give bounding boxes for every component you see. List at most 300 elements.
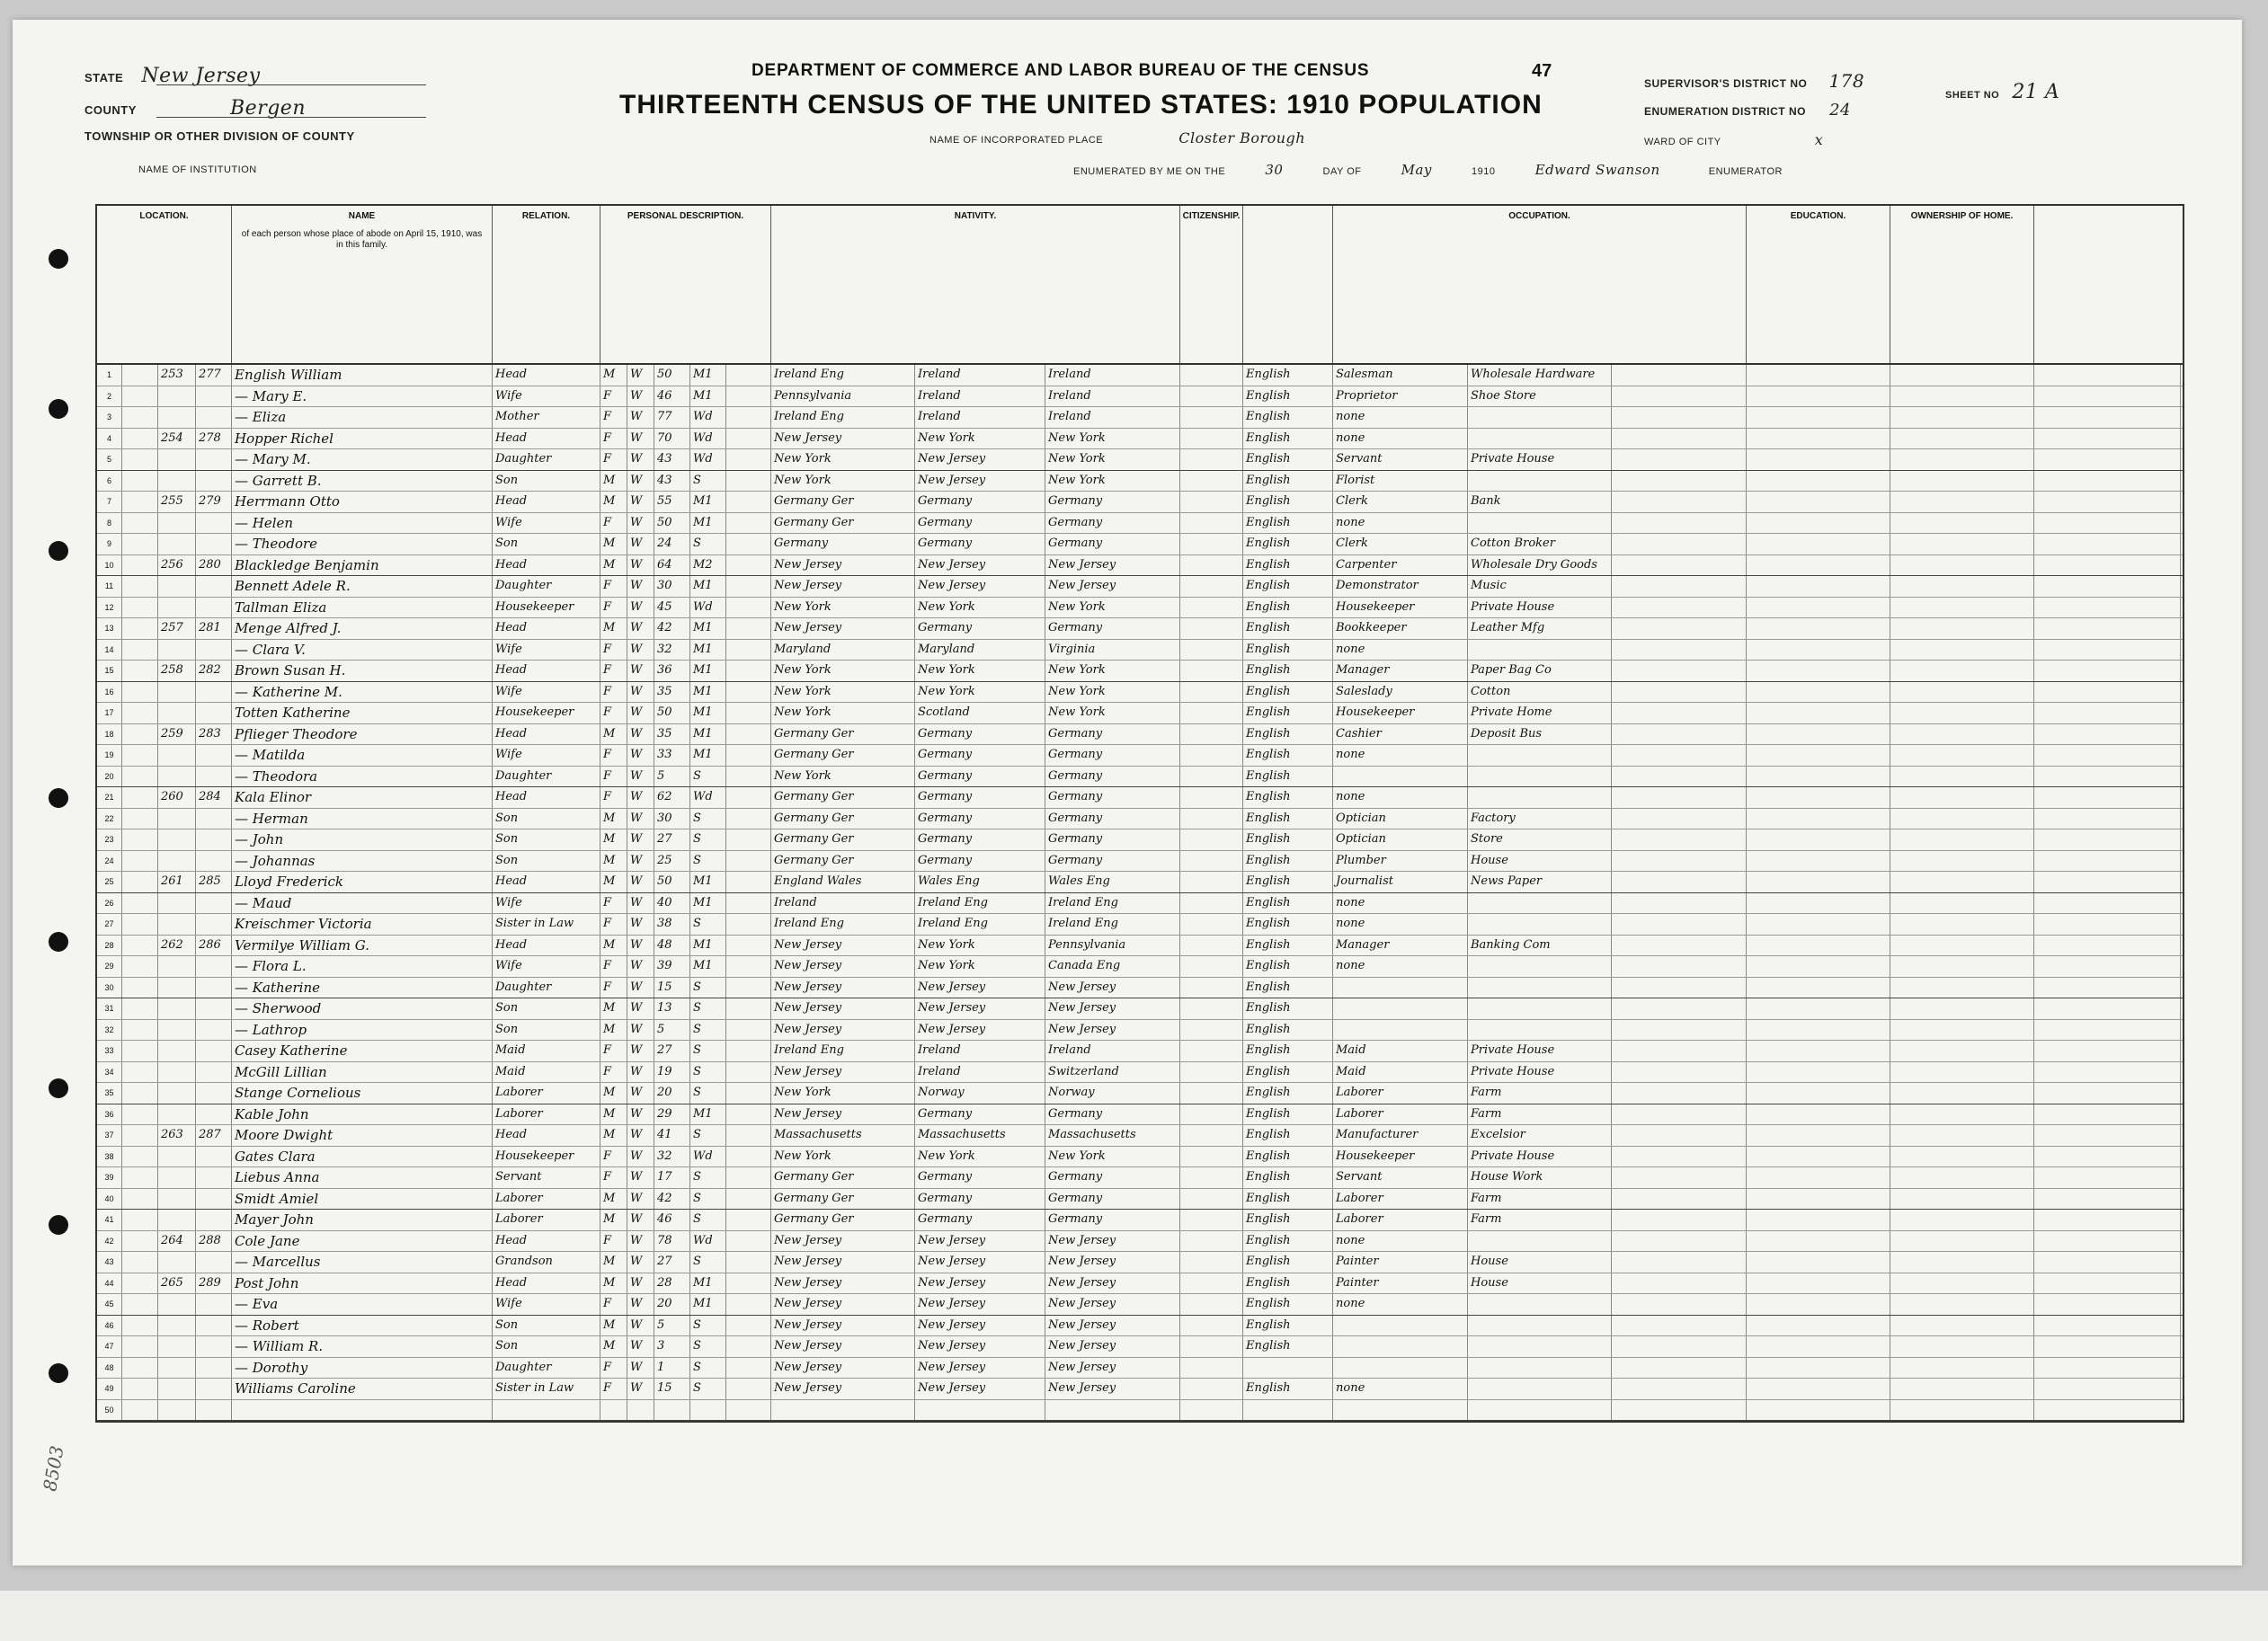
citizenship-cell (1180, 809, 1243, 829)
birthplace-cell: New York (771, 1147, 915, 1167)
dwelling-number: 255 (158, 492, 196, 512)
birthplace-cell: Germany Ger (771, 851, 915, 872)
industry-cell (1468, 1379, 1612, 1399)
table-row (97, 1252, 2183, 1273)
line-number: 30 (97, 978, 122, 998)
employment-cell (1612, 661, 1747, 681)
father-birthplace-cell: New York (915, 598, 1045, 618)
table-row (97, 618, 2183, 640)
blank-cell (726, 1167, 771, 1188)
relation-cell: Daughter (493, 767, 600, 787)
birthplace-cell: Germany Ger (771, 513, 915, 534)
misc-cell (2034, 1020, 2181, 1041)
occupation-cell: none (1333, 429, 1468, 449)
occupation-cell: none (1333, 787, 1468, 808)
industry-cell: Private House (1468, 1147, 1612, 1167)
misc-cell (2034, 429, 2181, 449)
table-row (97, 1273, 2183, 1295)
family-number (196, 386, 232, 407)
family-number (196, 534, 232, 554)
relation-cell: Wife (493, 1294, 600, 1315)
family-number (196, 1147, 232, 1167)
language-cell: English (1243, 534, 1333, 554)
dwelling-number (158, 1083, 196, 1104)
street-cell (122, 978, 158, 998)
name-cell: Blackledge Benjamin (232, 555, 493, 576)
name-cell: — Mary E. (232, 386, 493, 407)
mother-birthplace-cell (1045, 1400, 1180, 1421)
mother-birthplace-cell: New Jersey (1045, 1336, 1180, 1357)
marital-cell: M1 (690, 1104, 726, 1125)
table-row (97, 1189, 2183, 1211)
ownership-cell (1890, 745, 2034, 766)
employment-cell (1612, 703, 1747, 723)
state-value: New Jersey (141, 65, 261, 87)
industry-cell (1468, 956, 1612, 977)
sex-cell: M (600, 1210, 627, 1230)
citizenship-cell (1180, 1104, 1243, 1125)
citizenship-cell (1180, 893, 1243, 914)
relation-cell: Head (493, 492, 600, 512)
mother-birthplace-cell: Ireland (1045, 365, 1180, 386)
employment-cell (1612, 471, 1747, 492)
sex-cell: M (600, 1336, 627, 1357)
binder-hole (49, 932, 68, 952)
relation-cell: Wife (493, 640, 600, 661)
citizenship-cell (1180, 1125, 1243, 1146)
citizenship-cell (1180, 618, 1243, 639)
marital-cell: M1 (690, 893, 726, 914)
language-cell: English (1243, 1294, 1333, 1315)
father-birthplace-cell: New York (915, 1147, 1045, 1167)
ownership-cell (1890, 492, 2034, 512)
binder-hole (49, 1078, 68, 1098)
father-birthplace-cell: Wales Eng (915, 872, 1045, 892)
race-cell: W (627, 1316, 654, 1336)
mother-birthplace-cell: Germany (1045, 1210, 1180, 1230)
relation-cell: Housekeeper (493, 598, 600, 618)
marital-cell: M1 (690, 724, 726, 745)
citizenship-cell (1180, 555, 1243, 576)
age-cell: 42 (654, 618, 690, 639)
street-cell (122, 872, 158, 892)
employment-cell (1612, 1189, 1747, 1210)
race-cell: W (627, 724, 654, 745)
industry-cell (1468, 471, 1612, 492)
family-number (196, 1062, 232, 1083)
sex-cell: M (600, 936, 627, 956)
blank-cell (726, 661, 771, 681)
employment-cell (1612, 956, 1747, 977)
blank-cell (726, 893, 771, 914)
institution-label: NAME OF INSTITUTION (138, 164, 257, 175)
employment-cell (1612, 809, 1747, 829)
dwelling-number (158, 1358, 196, 1379)
institution-line (138, 162, 257, 175)
blank-cell (726, 598, 771, 618)
marital-cell (690, 1400, 726, 1421)
table-body (97, 365, 2183, 1421)
birthplace-cell: Germany Ger (771, 829, 915, 850)
relation-cell: Daughter (493, 449, 600, 470)
sex-cell: F (600, 767, 627, 787)
ownership-cell (1890, 471, 2034, 492)
education-cell (1747, 449, 1890, 470)
occupation-cell: Demonstrator (1333, 576, 1468, 597)
age-cell: 77 (654, 407, 690, 428)
industry-cell (1468, 640, 1612, 661)
blank-cell (726, 555, 771, 576)
father-birthplace-cell: Ireland Eng (915, 893, 1045, 914)
age-cell: 30 (654, 576, 690, 597)
ownership-cell (1890, 787, 2034, 808)
language-cell: English (1243, 703, 1333, 723)
relation-cell: Sister in Law (493, 1379, 600, 1399)
mother-birthplace-cell: New York (1045, 703, 1180, 723)
dwelling-number (158, 449, 196, 470)
blank-cell (726, 809, 771, 829)
marital-cell: S (690, 767, 726, 787)
table-row (97, 1316, 2183, 1337)
misc-cell (2034, 407, 2181, 428)
occupation-cell: Laborer (1333, 1083, 1468, 1104)
occupation-cell: Salesman (1333, 365, 1468, 386)
employment-cell (1612, 829, 1747, 850)
citizenship-cell (1180, 576, 1243, 597)
name-cell: Lloyd Frederick (232, 872, 493, 892)
age-cell: 13 (654, 998, 690, 1019)
race-cell: W (627, 1210, 654, 1230)
birthplace-cell: New York (771, 598, 915, 618)
dwelling-number (158, 1104, 196, 1125)
table-row (97, 365, 2183, 386)
blank-cell (726, 1083, 771, 1104)
family-number (196, 1210, 232, 1230)
table-row (97, 745, 2183, 767)
marital-cell: S (690, 1210, 726, 1230)
table-row (97, 1358, 2183, 1379)
name-cell: Williams Caroline (232, 1379, 493, 1399)
race-cell: W (627, 893, 654, 914)
age-cell: 28 (654, 1273, 690, 1294)
misc-cell (2034, 829, 2181, 850)
age-cell: 5 (654, 767, 690, 787)
relation-cell: Wife (493, 745, 600, 766)
industry-cell: House (1468, 1252, 1612, 1273)
line-number: 7 (97, 492, 122, 512)
citizenship-cell (1180, 1041, 1243, 1061)
citizenship-cell (1180, 829, 1243, 850)
father-birthplace-cell: New Jersey (915, 555, 1045, 576)
employment-cell (1612, 1294, 1747, 1315)
industry-cell: Deposit Bus (1468, 724, 1612, 745)
age-cell: 46 (654, 386, 690, 407)
marital-cell: M1 (690, 936, 726, 956)
misc-cell (2034, 1379, 2181, 1399)
relation-cell: Head (493, 872, 600, 892)
race-cell: W (627, 429, 654, 449)
education-cell (1747, 598, 1890, 618)
birthplace-cell: New Jersey (771, 1379, 915, 1399)
ownership-cell (1890, 1210, 2034, 1230)
employment-cell (1612, 534, 1747, 554)
industry-cell: Paper Bag Co (1468, 661, 1612, 681)
marital-cell: M1 (690, 703, 726, 723)
employment-cell (1612, 576, 1747, 597)
education-cell (1747, 829, 1890, 850)
relation-cell: Head (493, 429, 600, 449)
family-number (196, 640, 232, 661)
mother-birthplace-cell: New York (1045, 429, 1180, 449)
enumerator-label: ENUMERATOR (1708, 166, 1783, 177)
citizenship-cell (1180, 1294, 1243, 1315)
sex-cell: F (600, 1379, 627, 1399)
age-cell: 3 (654, 1336, 690, 1357)
dwelling-number (158, 640, 196, 661)
misc-cell (2034, 851, 2181, 872)
birthplace-cell: New Jersey (771, 1104, 915, 1125)
language-cell: English (1243, 429, 1333, 449)
col-location: LOCATION. (97, 206, 232, 363)
table-row (97, 1167, 2183, 1189)
street-cell (122, 1273, 158, 1294)
occupation-cell: Clerk (1333, 492, 1468, 512)
industry-cell (1468, 998, 1612, 1019)
ownership-cell (1890, 661, 2034, 681)
name-cell: — Flora L. (232, 956, 493, 977)
age-cell: 20 (654, 1083, 690, 1104)
misc-cell (2034, 1083, 2181, 1104)
employment-cell (1612, 893, 1747, 914)
dwelling-number (158, 1189, 196, 1210)
table-row (97, 767, 2183, 788)
sex-cell: F (600, 1358, 627, 1379)
race-cell: W (627, 809, 654, 829)
name-cell: Post John (232, 1273, 493, 1294)
misc-cell (2034, 576, 2181, 597)
citizenship-cell (1180, 534, 1243, 554)
blank-cell (726, 407, 771, 428)
street-cell (122, 640, 158, 661)
marital-cell: Wd (690, 598, 726, 618)
marital-cell: S (690, 1062, 726, 1083)
industry-cell (1468, 914, 1612, 935)
employment-cell (1612, 492, 1747, 512)
table-row (97, 703, 2183, 724)
father-birthplace-cell: Germany (915, 787, 1045, 808)
ownership-cell (1890, 449, 2034, 470)
industry-cell: Factory (1468, 809, 1612, 829)
enumeration-line (1644, 101, 1851, 120)
language-cell: English (1243, 407, 1333, 428)
name-cell: — Sherwood (232, 998, 493, 1019)
age-cell: 55 (654, 492, 690, 512)
occupation-cell: Laborer (1333, 1104, 1468, 1125)
employment-cell (1612, 1231, 1747, 1252)
education-cell (1747, 767, 1890, 787)
marital-cell: M1 (690, 640, 726, 661)
line-number: 35 (97, 1083, 122, 1104)
employment-cell (1612, 1147, 1747, 1167)
line-number: 6 (97, 471, 122, 492)
birthplace-cell: New York (771, 767, 915, 787)
birthplace-cell: New York (771, 682, 915, 703)
birthplace-cell: Ireland Eng (771, 407, 915, 428)
line-number: 16 (97, 682, 122, 703)
ownership-cell (1890, 1316, 2034, 1336)
family-number (196, 829, 232, 850)
birthplace-cell: New Jersey (771, 1020, 915, 1041)
blank-cell (726, 703, 771, 723)
education-cell (1747, 1125, 1890, 1146)
family-number (196, 809, 232, 829)
education-cell (1747, 1167, 1890, 1188)
blank-cell (726, 1294, 771, 1315)
mother-birthplace-cell: Germany (1045, 745, 1180, 766)
ownership-cell (1890, 555, 2034, 576)
ownership-cell (1890, 1041, 2034, 1061)
education-cell (1747, 386, 1890, 407)
race-cell: W (627, 407, 654, 428)
line-number: 36 (97, 1104, 122, 1125)
street-cell (122, 1231, 158, 1252)
relation-cell: Head (493, 365, 600, 386)
misc-cell (2034, 555, 2181, 576)
age-cell: 50 (654, 365, 690, 386)
language-cell: English (1243, 1147, 1333, 1167)
dwelling-number (158, 956, 196, 977)
sex-cell: F (600, 978, 627, 998)
name-cell: — Mary M. (232, 449, 493, 470)
age-cell: 19 (654, 1062, 690, 1083)
line-number: 44 (97, 1273, 122, 1294)
col-personal: PERSONAL DESCRIPTION. (600, 206, 771, 363)
race-cell: W (627, 555, 654, 576)
industry-cell: Private House (1468, 449, 1612, 470)
relation-cell: Wife (493, 893, 600, 914)
line-number: 4 (97, 429, 122, 449)
family-number (196, 1336, 232, 1357)
line-number: 38 (97, 1147, 122, 1167)
education-cell (1747, 1294, 1890, 1315)
age-cell: 40 (654, 893, 690, 914)
blank-cell (726, 1358, 771, 1379)
ownership-cell (1890, 598, 2034, 618)
language-cell: English (1243, 661, 1333, 681)
line-number: 34 (97, 1062, 122, 1083)
occupation-cell: Servant (1333, 1167, 1468, 1188)
mother-birthplace-cell: Germany (1045, 1189, 1180, 1210)
occupation-cell: Laborer (1333, 1189, 1468, 1210)
industry-cell: Private House (1468, 598, 1612, 618)
mother-birthplace-cell: Germany (1045, 618, 1180, 639)
family-number (196, 703, 232, 723)
education-cell (1747, 1062, 1890, 1083)
marital-cell: M1 (690, 745, 726, 766)
father-birthplace-cell: New Jersey (915, 1336, 1045, 1357)
line-number: 46 (97, 1316, 122, 1336)
education-cell (1747, 872, 1890, 892)
language-cell: English (1243, 1379, 1333, 1399)
ownership-cell (1890, 386, 2034, 407)
citizenship-cell (1180, 1020, 1243, 1041)
ownership-cell (1890, 829, 2034, 850)
table-row (97, 640, 2183, 661)
citizenship-cell (1180, 1147, 1243, 1167)
father-birthplace-cell: Norway (915, 1083, 1045, 1104)
occupation-cell (1333, 998, 1468, 1019)
education-cell (1747, 851, 1890, 872)
race-cell: W (627, 365, 654, 386)
industry-cell: Farm (1468, 1189, 1612, 1210)
father-birthplace-cell: Ireland (915, 1041, 1045, 1061)
dwelling-number: 264 (158, 1231, 196, 1252)
marital-cell: S (690, 1020, 726, 1041)
dwelling-number: 254 (158, 429, 196, 449)
binder-hole (49, 399, 68, 419)
age-cell: 50 (654, 513, 690, 534)
street-cell (122, 1062, 158, 1083)
mother-birthplace-cell: Ireland (1045, 386, 1180, 407)
marital-cell: M1 (690, 386, 726, 407)
relation-cell: Maid (493, 1041, 600, 1061)
age-cell: 27 (654, 829, 690, 850)
street-cell (122, 682, 158, 703)
blank-cell (726, 513, 771, 534)
line-number: 42 (97, 1231, 122, 1252)
age-cell: 32 (654, 640, 690, 661)
table-row (97, 851, 2183, 873)
col-name-desc: of each person whose place of abode on April 15, 1910, was in this family. (241, 229, 483, 250)
industry-cell (1468, 978, 1612, 998)
occupation-cell: Manager (1333, 661, 1468, 681)
father-birthplace-cell: Germany (915, 1167, 1045, 1188)
street-cell (122, 1210, 158, 1230)
census-sheet (13, 20, 2242, 1566)
citizenship-cell (1180, 1400, 1243, 1421)
education-cell (1747, 936, 1890, 956)
citizenship-cell (1180, 724, 1243, 745)
street-cell (122, 1167, 158, 1188)
mother-birthplace-cell: New Jersey (1045, 555, 1180, 576)
blank-cell (726, 682, 771, 703)
name-cell: — Dorothy (232, 1358, 493, 1379)
marital-cell: M2 (690, 555, 726, 576)
line-number: 27 (97, 914, 122, 935)
industry-cell (1468, 1358, 1612, 1379)
education-cell (1747, 703, 1890, 723)
relation-cell: Housekeeper (493, 1147, 600, 1167)
ownership-cell (1890, 640, 2034, 661)
occupation-cell: Painter (1333, 1252, 1468, 1273)
family-number (196, 682, 232, 703)
mother-birthplace-cell: Ireland (1045, 1041, 1180, 1061)
table-row (97, 449, 2183, 471)
table-row (97, 1020, 2183, 1042)
father-birthplace-cell: Germany (915, 534, 1045, 554)
sex-cell: F (600, 386, 627, 407)
blank-cell (726, 914, 771, 935)
table-row (97, 1379, 2183, 1400)
dwelling-number (158, 682, 196, 703)
blank-cell (726, 978, 771, 998)
col-citizenship: CITIZENSHIP. (1180, 206, 1243, 363)
binder-hole (49, 788, 68, 808)
occupation-cell: Journalist (1333, 872, 1468, 892)
col-nativity: NATIVITY. (771, 206, 1180, 363)
table-row (97, 914, 2183, 936)
birthplace-cell: Ireland Eng (771, 365, 915, 386)
